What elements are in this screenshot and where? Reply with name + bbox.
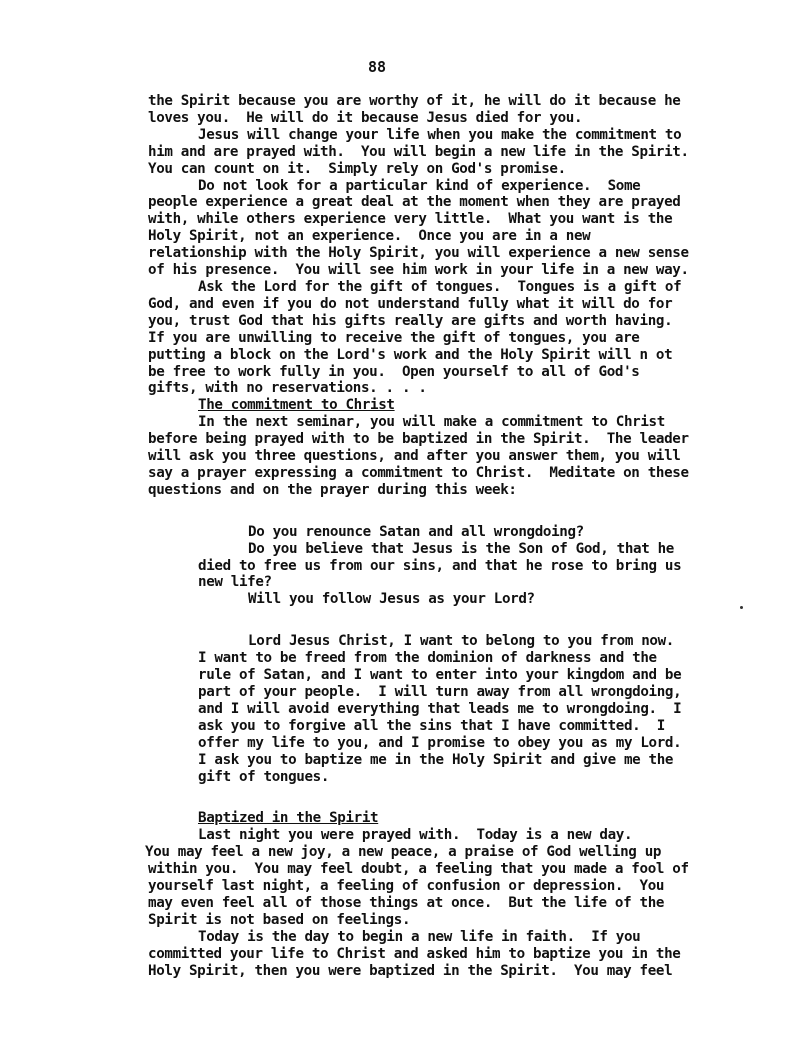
paragraph-start: Do not look for a particular kind of experience. Some bbox=[198, 177, 641, 194]
text-line: gifts, with no reservations. . . . bbox=[148, 380, 427, 397]
text-line: yourself last night, a feeling of confusion or depression. You bbox=[148, 878, 665, 895]
prayer-line: I ask you to baptize me in the Holy Spirit and give me the bbox=[198, 751, 674, 768]
paragraph-start: Jesus will change your life when you make the commitment to bbox=[198, 126, 682, 143]
text-line: Spirit is not based on feelings. bbox=[148, 911, 411, 928]
text-line: be free to work fully in you. Open yourself to all of God's bbox=[148, 363, 640, 380]
text-line: say a prayer expressing a commitment to Christ. Meditate on these bbox=[148, 464, 689, 481]
text-line: the Spirit because you are worthy of it, he will do it because he bbox=[148, 93, 681, 109]
text-line: will ask you three questions, and after you answer them, you will bbox=[148, 448, 681, 465]
prayer-line: gift of tongues. bbox=[198, 768, 330, 785]
text-line: relationship with the Holy Spirit, you will experience a new sense bbox=[148, 245, 689, 262]
text-line: Holy Spirit, then you were baptized in the Spirit. You may feel bbox=[148, 962, 673, 979]
document-body bbox=[145, 93, 718, 980]
text-line: people experience a great deal at the moment when they are prayed bbox=[148, 194, 681, 211]
paragraph-start: Last night you were prayed with. Today is a new day. bbox=[198, 827, 633, 844]
paragraph-start: Ask the Lord for the gift of tongues. Tongues is a gift of bbox=[198, 278, 682, 295]
text-line: of his presence. You will see him work in your life in a new way. bbox=[148, 262, 689, 279]
text-line: putting a block on the Lord's work and the Holy Spirit will n ot bbox=[148, 346, 673, 363]
text-line: him and are prayed with. You will begin a new life in the Spirit. bbox=[148, 143, 689, 160]
section-heading-commitment bbox=[148, 397, 718, 414]
text-line: Holy Spirit, not an experience. Once you are in a new bbox=[148, 228, 591, 245]
text-line: may even feel all of those things at once. But the life of the bbox=[148, 894, 665, 911]
question-2-line: died to free us from our sins, and that he rose to bring us bbox=[198, 557, 682, 574]
paragraph-start: Today is the day to begin a new life in faith. If you bbox=[198, 928, 641, 945]
section-heading-baptized bbox=[148, 810, 718, 827]
scan-speck bbox=[740, 606, 743, 609]
text-line: you, trust God that his gifts really are gifts and worth having. bbox=[148, 312, 673, 329]
prayer-line: ask you to forgive all the sins that I have committed. I bbox=[198, 717, 665, 734]
prayer-line: part of your people. I will turn away from all wrongdoing, bbox=[198, 684, 682, 700]
question-3: Will you follow Jesus as your Lord? bbox=[248, 591, 535, 608]
text-line: questions and on the prayer during this week: bbox=[148, 481, 517, 498]
prayer-start: Lord Jesus Christ, I want to belong to you from now. bbox=[248, 633, 674, 650]
prayer-line: I want to be freed from the dominion of darkness and the bbox=[198, 650, 657, 667]
page-number: 88 bbox=[368, 58, 387, 76]
paragraph-start: In the next seminar, you will make a commitment to Christ bbox=[198, 414, 665, 431]
text-line: with, while others experience very little. What you want is the bbox=[148, 211, 673, 228]
text-line: before being prayed with to be baptized in the Spirit. The leader bbox=[148, 431, 689, 448]
section-heading-text: Baptized in the Spirit bbox=[198, 810, 379, 827]
question-2-line: new life? bbox=[198, 574, 272, 591]
text-line: loves you. He will do it because Jesus died for you. bbox=[148, 109, 583, 126]
prayer-line: offer my life to you, and I promise to obey you as my Lord. bbox=[198, 734, 682, 751]
question-2: Do you believe that Jesus is the Son of God, that he bbox=[248, 540, 674, 557]
text-line: You can count on it. Simply rely on God's promise. bbox=[148, 160, 566, 177]
prayer-line: rule of Satan, and I want to enter into your kingdom and be bbox=[198, 667, 682, 684]
text-line: within you. You may feel doubt, a feeling that you made a fool of bbox=[148, 861, 689, 878]
text-line: You may feel a new joy, a new peace, a praise of God welling up bbox=[145, 844, 662, 861]
question-1: Do you renounce Satan and all wrongdoing? bbox=[248, 523, 584, 540]
prayer-line: and I will avoid everything that leads me to wrongdoing. I bbox=[198, 700, 682, 717]
text-line: committed your life to Christ and asked him to baptize you in the bbox=[148, 945, 681, 962]
text-line: God, and even if you do not understand fully what it will do for bbox=[148, 295, 673, 312]
text-line: If you are unwilling to receive the gift of tongues, you are bbox=[148, 329, 640, 346]
section-heading-text: The commitment to Christ bbox=[198, 397, 395, 414]
